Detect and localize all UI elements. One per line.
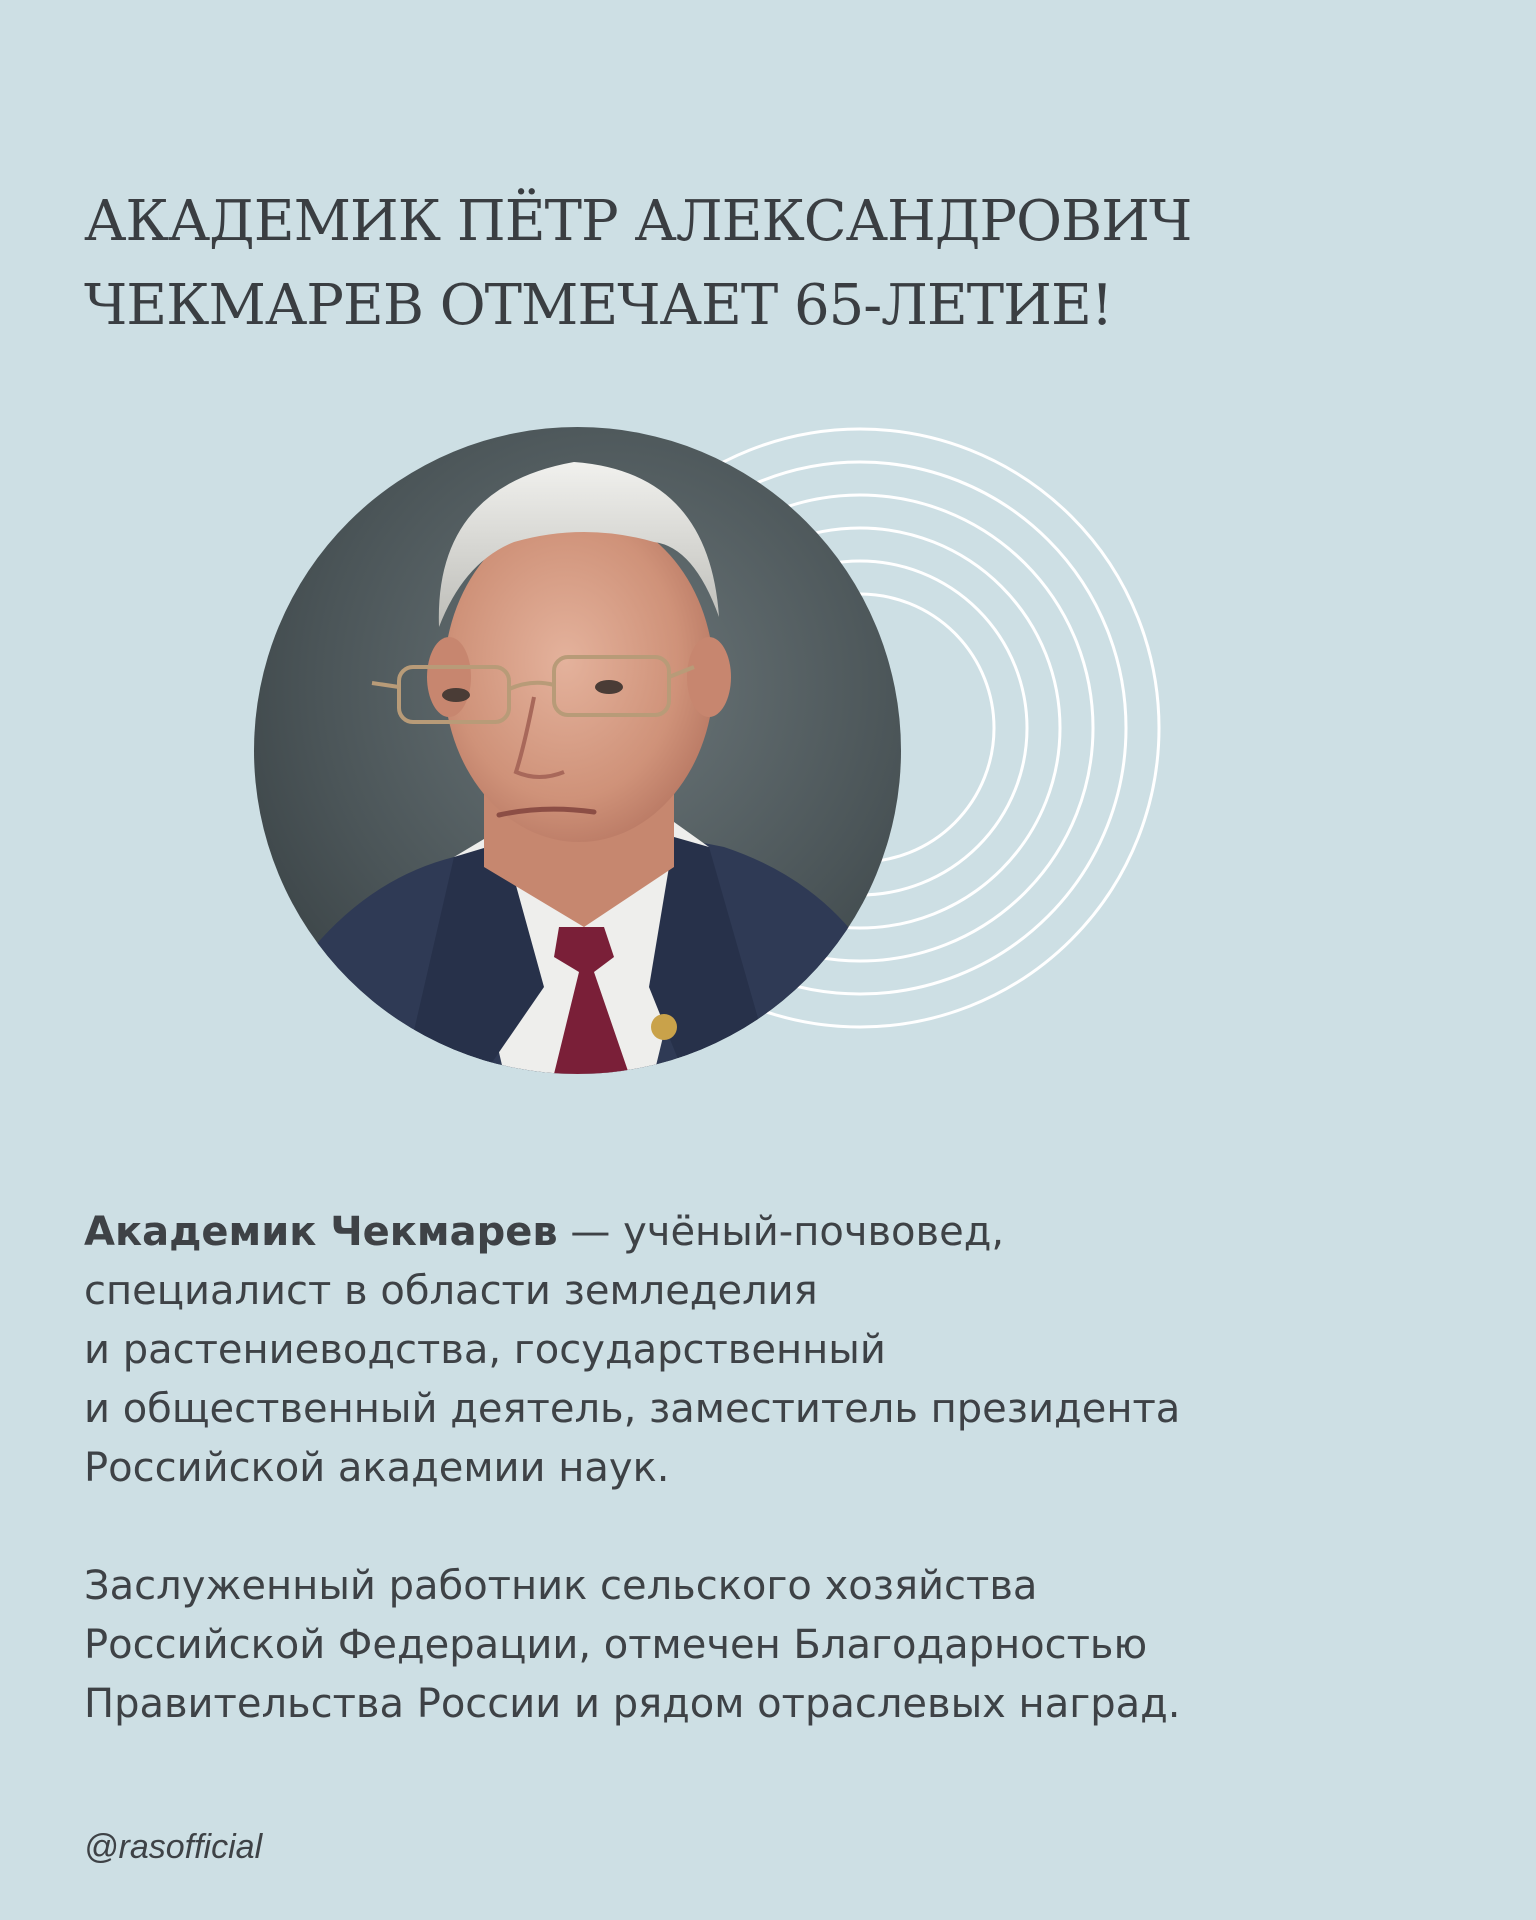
bio-line-1 xyxy=(84,1203,1484,1262)
bio-paragraph-1 xyxy=(84,1203,1484,1498)
bio-line-4: и общественный деятель, заместитель президента xyxy=(84,1386,1181,1432)
bio-lead-name: Академик Чекмарев xyxy=(84,1209,558,1255)
account-handle: @rasofficial xyxy=(84,1828,263,1866)
bio-line-5: Российской академии наук. xyxy=(84,1445,670,1491)
bio-text xyxy=(84,1203,1484,1734)
bio-lead-rest: — учёный-почвовед, xyxy=(557,1209,1005,1255)
portrait-photo xyxy=(254,427,901,1074)
bio-paragraph-2 xyxy=(84,1557,1484,1734)
bio-line-8: Правительства России и рядом отраслевых наград. xyxy=(84,1681,1181,1727)
bio-line-2: специалист в области земледелия xyxy=(84,1268,818,1314)
bio-line-3: и растениеводства, государственный xyxy=(84,1327,886,1373)
bio-line-6: Заслуженный работник сельского хозяйства xyxy=(84,1563,1038,1609)
title-line-1: АКАДЕМИК ПЁТР АЛЕКСАНДРОВИЧ xyxy=(84,189,1192,254)
lapel-pin xyxy=(651,1014,677,1040)
title-line-2: ЧЕКМАРЕВ ОТМЕЧАЕТ 65-ЛЕТИЕ! xyxy=(84,273,1113,338)
bio-line-7: Российской Федерации, отмечен Благодарностью xyxy=(84,1622,1148,1668)
